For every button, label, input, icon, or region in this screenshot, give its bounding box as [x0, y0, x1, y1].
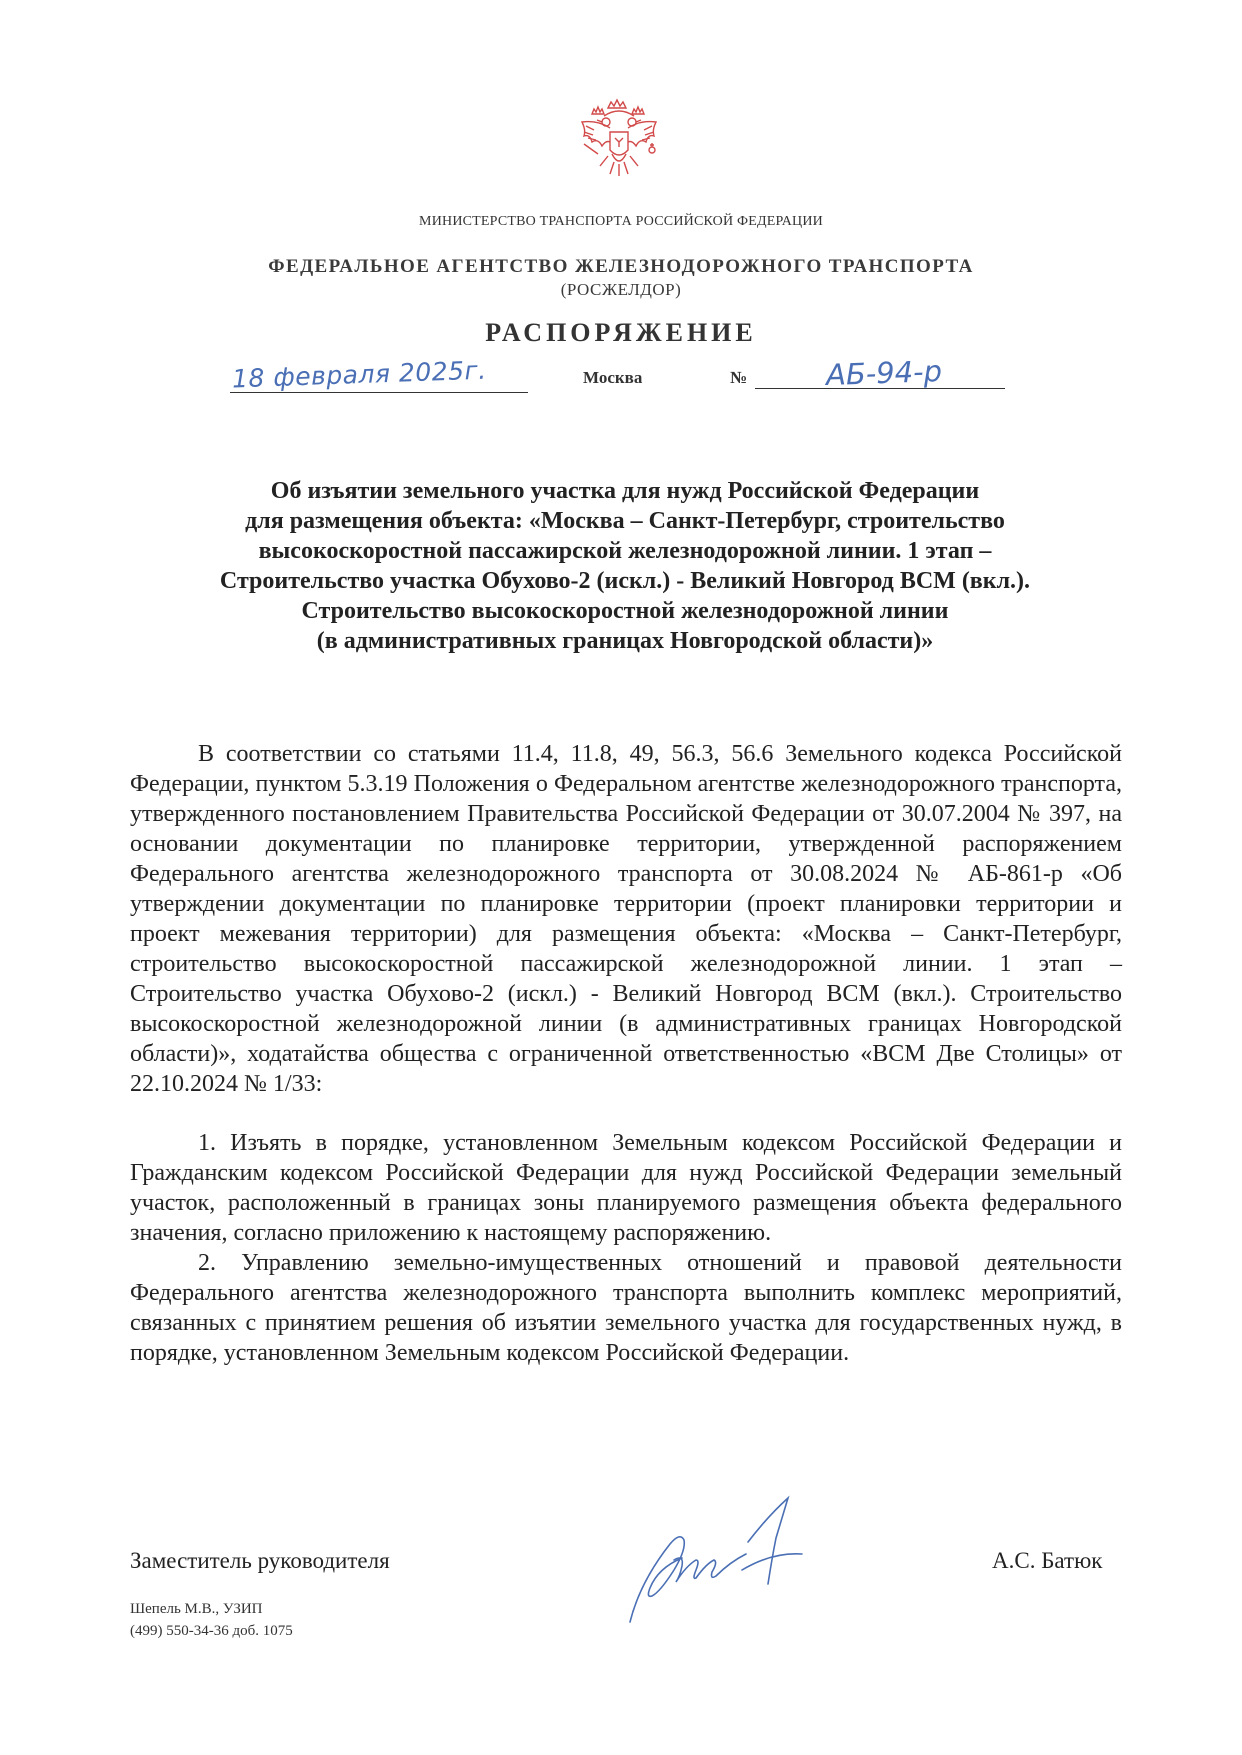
title-line: (в административных границах Новгородской области)»	[316, 628, 934, 654]
city-label: Москва	[583, 368, 643, 387]
signer-position: Заместитель руководителя	[130, 1548, 390, 1573]
document-type-heading: РАСПОРЯЖЕНИЕ	[485, 318, 757, 347]
coat-of-arms-emblem	[570, 96, 668, 192]
handwritten-date: 18 февраля 2025г.	[231, 355, 488, 394]
number-sign: №	[730, 368, 748, 387]
executor-phone: (499) 550-34-36 доб. 1075	[130, 1623, 293, 1639]
title-line: для размещения объекта: «Москва – Санкт-Петербург, строительство	[245, 508, 1005, 534]
executor-info	[130, 1598, 293, 1642]
handwritten-signature	[612, 1490, 872, 1640]
agency-short-name: (РОСЖЕЛДОР)	[560, 280, 682, 299]
signer-name: А.С. Батюк	[992, 1548, 1103, 1573]
document-title	[140, 476, 1110, 656]
preamble-paragraph: В соответствии со статьями 11.4, 11.8, 49, 56.3, 56.6 Земельного кодекса Российской Федерации, пунктом 5.3.19 Положения о Федеральном агентстве железнодорожного транспорта, утвержденного постановлением Правительства Российской Федерации от 30.07.2004 № 397, на основании документации по планировке территории, утвержденной распоряжением Федерального агентства железнодорожного транспорта от 30.08.2024 № АБ-861-р «Об утверждении документации по планировке территории (проект планировки территории и проект межевания территории) для размещения объекта: «Москва – Санкт-Петербург, строительство высокоскоростной пассажирской железнодорожной линии. 1 этап – Строительство участка Обухово-2 (искл.) - Великий Новгород ВСМ (вкл.). Строительство высокоскоростной железнодорожной линии (в административных границах Новгородской области)», ходатайства общества с ограниченной ответственностью «ВСМ Две Столицы» от 22.10.2024 № 1/33:	[130, 741, 1122, 1097]
title-line: Строительство участка Обухово-2 (искл.) - Великий Новгород ВСМ (вкл.).	[219, 568, 1031, 594]
handwritten-document-number: АБ-94-р	[825, 353, 943, 393]
order-item-2: 2. Управлению земельно-имущественных отношений и правовой деятельности Федерального агентства железнодорожного транспорта выполнить комплекс мероприятий, связанных с принятием решения об изъятии земельного участка для государственных нужд, в порядке, установленном Земельным кодексом Российской Федерации.	[130, 1250, 1122, 1366]
agency-name: ФЕДЕРАЛЬНОЕ АГЕНТСТВО ЖЕЛЕЗНОДОРОЖНОГО ТРАНСПОРТА	[268, 256, 974, 277]
executor-name: Шепель М.В., УЗИП	[130, 1601, 263, 1617]
order-item-1: 1. Изъять в порядке, установленном Земельным кодексом Российской Федерации и Гражданским кодексом Российской Федерации для нужд Российской Федерации земельный участок, расположенный в границах зоны планируемого размещения объекта федерального значения, согласно приложению к настоящему распоряжению.	[130, 1130, 1122, 1246]
title-line: Строительство высокоскоростной железнодорожной линии	[301, 598, 949, 624]
date-underline	[230, 392, 528, 393]
document-body	[130, 739, 1122, 1368]
title-line: высокоскоростной пассажирской железнодорожной линии. 1 этап –	[258, 538, 992, 564]
title-line: Об изъятии земельного участка для нужд Российской Федерации	[270, 478, 980, 504]
ministry-name: МИНИСТЕРСТВО ТРАНСПОРТА РОССИЙСКОЙ ФЕДЕРАЦИИ	[419, 214, 823, 229]
